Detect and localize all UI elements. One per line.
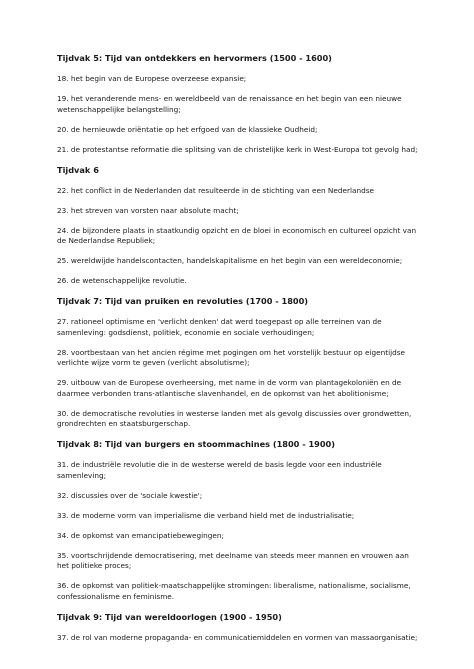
section-tijdvak-7 xyxy=(57,296,417,430)
list-item: 23. het streven van vorsten naar absolute macht; xyxy=(57,205,239,215)
list-item: 25. wereldwijde handelscontacten, handelskapitalisme en het begin van een wereldeconomie; xyxy=(57,256,403,266)
section-title: Tijdvak 8: Tijd van burgers en stoommachines (1800 - 1900) xyxy=(57,439,335,450)
list-item: 28. voortbestaan van het ancien régime met pogingen om het vorstelijk bestuur op eigentijdse verlichte wijze vorm te geven (verlicht absolutisme); xyxy=(57,347,406,368)
list-item: 33. de moderne vorm van imperialisme die verband hield met de industrialisatie; xyxy=(57,510,355,520)
list-item: 31. de industriële revolutie die in de westerse wereld de basis legde voor een industriële samenleving; xyxy=(57,460,382,480)
list-item: 35. voortschrijdende democratisering, met deelname van steeds meer mannen en vrouwen aan het politieke proces; xyxy=(57,550,409,571)
list-item: 22. het conflict in de Nederlanden dat resulteerde in de stichting van een Nederlandse xyxy=(57,185,374,195)
section-title: Tijdvak 9: Tijd van wereldoorlogen (1900 - 1950) xyxy=(57,612,282,623)
list-item: 34. de opkomst van emancipatiebewegingen; xyxy=(57,530,224,540)
list-item: 27. rationeel optimisme en 'verlicht denken' dat werd toegepast op alle terreinen van de samenleving: godsdienst, politiek, economie en sociale verhoudingen; xyxy=(57,317,382,337)
list-item: 19. het veranderende mens- en wereldbeeld van de renaissance en het begin van een nieuwe wetenschappelijke belangstelling; xyxy=(57,93,402,114)
section-title: Tijdvak 7: Tijd van pruiken en revoluties (1700 - 1800) xyxy=(57,296,309,307)
list-item: 36. de opkomst van politiek-maatschappelijke stromingen: liberalisme, nationalisme, socialisme, confessionalisme en feminisme. xyxy=(57,581,411,602)
section-tijdvak-9 xyxy=(57,612,417,644)
list-item: 21. de protestantse reformatie die splitsing van de christelijke kerk in West-Europa tot gevolg had; xyxy=(57,144,418,154)
list-item: 37. de rol van moderne propaganda- en communicatiemiddelen en vormen van massaorganisatie; xyxy=(57,633,418,643)
list-item: 20. de hernieuwde oriëntatie op het erfgoed van de klassieke Oudheid; xyxy=(57,124,318,134)
section-title: Tijdvak 6 xyxy=(57,164,99,175)
list-item: 18. het begin van de Europese overzeese expansie; xyxy=(57,74,247,83)
section-tijdvak-5 xyxy=(57,53,417,155)
list-item: 26. de wetenschappelijke revolutie. xyxy=(57,276,187,286)
document-page xyxy=(57,53,417,653)
section-tijdvak-6 xyxy=(57,165,417,287)
list-item: 29. uitbouw van de Europese overheersing, met name in de vorm van plantagekoloniën en de daarmee verbonden trans-atlantische slavenhandel, en de opkomst van het abolitionisme; xyxy=(57,378,402,398)
list-item: 32. discussies over de 'sociale kwestie'; xyxy=(57,490,203,500)
list-item: 24. de bijzondere plaats in staatkundig opzicht en de bloei in economisch en cultureel opzicht van de Nederlandse Republiek; xyxy=(57,225,417,246)
list-item: 30. de democratische revoluties in westerse landen met als gevolg discussies over grondwetten, grondrechten en staatsburgerschap. xyxy=(57,408,412,429)
section-title: Tijdvak 5: Tijd van ontdekkers en hervormers (1500 - 1600) xyxy=(57,53,332,63)
section-tijdvak-8 xyxy=(57,439,417,602)
